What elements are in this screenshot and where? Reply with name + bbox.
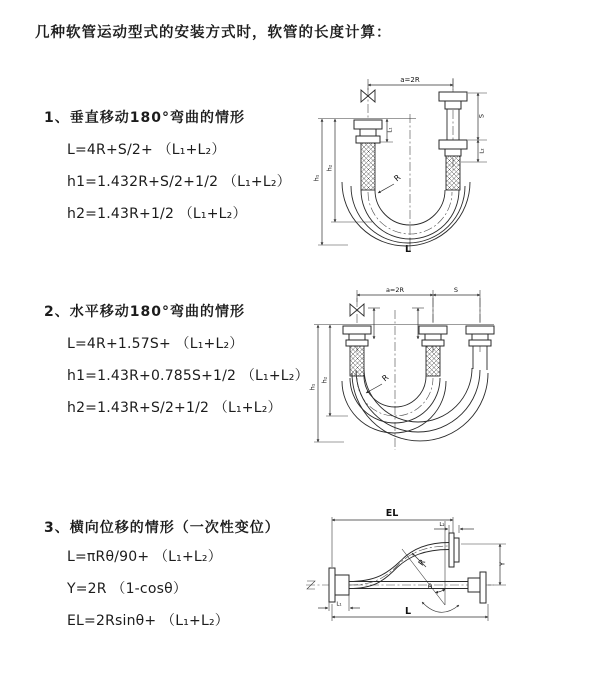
diagram-vertical-180-bend bbox=[310, 66, 550, 256]
braided-hose-section bbox=[446, 156, 460, 190]
section2-formula-h1: h1=1.43R+0.785S+1/2 （L₁+L₂） bbox=[67, 368, 309, 384]
section3-formula-L: L=πRθ/90+ （L₁+L₂） bbox=[67, 549, 222, 565]
section1-heading: 1、垂直移动180°弯曲的情形 bbox=[44, 110, 245, 126]
diagram-lateral-displacement bbox=[298, 503, 598, 648]
dim-label-h2: h₂ bbox=[320, 376, 329, 384]
section-lateral-displacement bbox=[44, 517, 324, 647]
section-horizontal-bend bbox=[44, 301, 324, 431]
left-flange-assembly bbox=[329, 568, 349, 602]
section2-formula-h2: h2=1.43R+S/2+1/2 （L₁+L₂） bbox=[67, 400, 282, 416]
dimension-annotations bbox=[318, 508, 507, 621]
braided-hose-section bbox=[426, 346, 440, 376]
dim-label-l1: L₁ bbox=[387, 127, 394, 133]
dim-label-a2r: a=2R bbox=[385, 286, 405, 294]
dim-label-h1: h₁ bbox=[312, 174, 321, 182]
right-lower-flange bbox=[480, 572, 486, 603]
el-label: EL bbox=[385, 508, 399, 519]
dim-label-l1: L₁ bbox=[336, 601, 342, 608]
section2-heading: 2、水平移动180°弯曲的情形 bbox=[44, 304, 245, 320]
right-flange-assembly bbox=[439, 92, 467, 190]
section-vertical-bend bbox=[44, 107, 324, 237]
dim-label-s: S bbox=[453, 286, 459, 294]
radius-label: R bbox=[380, 372, 391, 384]
swing-arrow bbox=[422, 602, 459, 612]
dim-label-s: S bbox=[477, 113, 486, 119]
theta-label: θ bbox=[427, 583, 433, 591]
radius-label: R bbox=[392, 172, 403, 184]
dim-label-l2: L₂ bbox=[439, 522, 445, 528]
radius-label: R bbox=[416, 557, 428, 568]
diagram-horizontal-180-bend bbox=[308, 282, 583, 457]
dim-label-l2: L₂ bbox=[479, 148, 486, 154]
upper-flange bbox=[449, 533, 454, 567]
left-flange-assembly bbox=[343, 326, 371, 376]
centerlines bbox=[368, 78, 453, 253]
middle-flange-assembly bbox=[419, 326, 447, 376]
dim-label-h2: h₂ bbox=[325, 164, 334, 172]
section1-formula-h2: h2=1.43R+1/2 （L₁+L₂） bbox=[67, 206, 247, 222]
length-label: L bbox=[404, 606, 412, 617]
page-title: 几种软管运动型式的安装方式时，软管的长度计算： bbox=[35, 25, 392, 41]
dim-label-a2r: a=2R bbox=[400, 76, 420, 84]
hose-u-bend-arcs bbox=[342, 182, 470, 246]
section1-formula-h1: h1=1.432R+S/2+1/2 （L₁+L₂） bbox=[67, 174, 291, 190]
section3-formula-EL: EL=2Rsinθ+ （L₁+L₂） bbox=[67, 613, 229, 629]
hose-u-bend-arcs-moved bbox=[352, 368, 488, 441]
braided-hose-section bbox=[350, 346, 364, 376]
section2-formula-L: L=4R+1.57S+ （L₁+L₂） bbox=[67, 336, 244, 352]
section3-heading: 3、横向位移的情形（一次性变位） bbox=[44, 520, 280, 536]
length-label: L bbox=[404, 244, 412, 255]
left-flange-assembly bbox=[354, 120, 382, 190]
displaced-hose-curve bbox=[349, 533, 459, 589]
y-label: Y bbox=[498, 561, 507, 567]
section3-formula-Y: Y=2R （1-cosθ） bbox=[67, 581, 188, 597]
braided-hose-section bbox=[361, 143, 375, 190]
dimension-annotations bbox=[309, 286, 495, 442]
straight-pipe-original-position bbox=[349, 572, 486, 603]
section1-formula-L: L=4R+S/2+ （L₁+L₂） bbox=[67, 142, 226, 158]
dim-label-h1: h₁ bbox=[308, 383, 317, 391]
